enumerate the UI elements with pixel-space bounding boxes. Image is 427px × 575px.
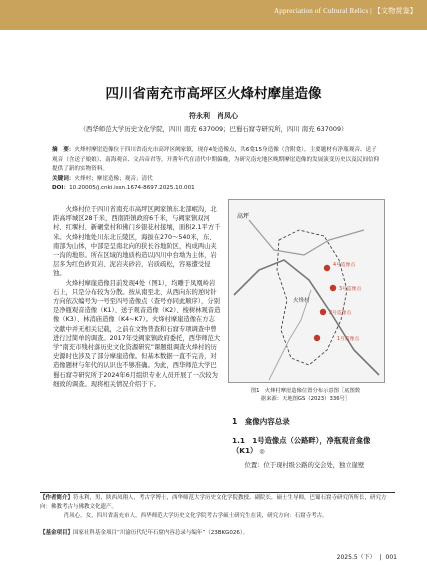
figure-map [228, 199, 385, 383]
section-heading: 1 龛像内容总录 [232, 417, 290, 426]
article-title: 四川省南充市高坪区火烽村摩崖造像 [105, 86, 322, 102]
keywords-text: 火烽村；摩崖造像；观音；清代 [74, 175, 153, 182]
article-authors: 符永利 肖凤心 [189, 112, 238, 120]
body-paragraph-3: 位置：位于现村级公路的交会处，独立崖壁 [244, 462, 365, 469]
fund-info: 【基金项目】国家社科基金项目“川渝历代纪年石窟内容总录与编年”（23BKG026）。 [40, 530, 249, 536]
doi-text: 10.20005/j.cnki.issn.1674-8697.2025.10.001 [69, 185, 195, 192]
column-name: 【文物赏鉴】 [373, 7, 417, 15]
article-affiliation: （西华师范大学历史文化学院，四川 南充 637009；巴蜀石窟寺研究所，四川 南充 637009） [79, 125, 348, 133]
label-gaoping: 高坪 [237, 213, 250, 220]
site-marker-k1 [314, 335, 320, 341]
body-right-column [232, 461, 394, 470]
abstract: 摘 要：火烽村摩崖造像位于四川省南充市高坪区阙家镇，现存4处造像点，共6龛15身造像（含附龛），主要题材有净瓶观音、送子观音（含送子娘娘）、南海观音、文昌帝君等，开凿年代在清代中期偏晚，为研究南充地区晚期摩崖造像的发展演变历史以及民间信仰提供了新的实物资料。 [52, 147, 380, 173]
body-paragraph-1: 火烽村位于四川省南充市高坪区阙家镇东北部岷沟，北距高坪城区28千米，西南距镇政府6千米，与阙家镇双河村、红堰村、新碾堂村和佛门乡银花村接壤，面积2.1平方千米。火烽村地处川东北丘陵区，海拔在270～540米，东、南部为山体，中部是呈南北向的狭长谷地阶区，构成两山夹一沟的地形。所在区域的地质构造以四川中台坳为主体，岩层多为红色砂页岩、泥岩夹砂岩，岩质疏松，容易遭受侵蚀。 [53, 206, 221, 278]
journal-header: Appreciation of Cultural Relics | 【文物赏鉴】 [274, 7, 417, 15]
page-number: 001 [385, 554, 397, 561]
figure-caption: 图1 火烽村摩崖造像位置分布示意图［底图数 据来源：天地图GS（2023）336号］ [250, 388, 361, 402]
journal-name: Appreciation of Cultural Relics [274, 7, 369, 15]
keywords: 关键词：火烽村；摩崖造像；观音；清代 [52, 175, 153, 182]
body-paragraph-2: 火烽村摩崖造像目前发现4处（图1），均雕于凤凰岭岩石上，只是分布较为分散。按从南至北、从西向东的逆时针方向依次编号为一号至四号造像点（查号亦同此顺序），分别是净瓶观音造像（K1）、送子观音造像（K2）、梭树林观音造像（K3）、林消庙造像（K4~K7）。火烽村摩崖造像在方志文献中并无相关记载，之前在文物普查和石窟专项调查中曾进行过简单的调查。2017年受阙家镇政府委托，西华师范大学“南充市残村落历史文化资源研究”课题组调查火烽村的历史源时也涉及了部分摩崖造像。但基本数据一直不完善，对造像题材与年代的认识也不够准确。为此，西华师范大学巴蜀石窟寺研究所于2024年6月组织专业人员开展了一次较为细致的调查。现将相关情况介绍于下。 [53, 279, 221, 388]
abstract-text: 火烽村摩崖造像位于四川省南充市高坪区阙家镇，现存4处造像点，共6龛15身造像（含附龛），主要题材有净瓶观音、送子观音（含送子娘娘）、南海观音、文昌帝君等，开凿年代在清代中期偏晚，为研究南充地区晚期摩崖造像的发展演变历史以及民间信仰提供了新的实物资料。 [52, 147, 380, 173]
doi: DOI：10.20005/j.cnki.issn.1674-8697.2025.10.001 [52, 185, 195, 192]
location-map [229, 200, 384, 382]
site-marker-k4 [324, 265, 330, 271]
abstract-block [52, 146, 382, 194]
subsection-mark: ◎ [259, 448, 265, 455]
author-bio: 【作者简介】符永利，男，陕西凤翔人，考古学博士，西华师范大学历史文化学院教授、副院长，硕士生导师，巴蜀石窟寺研究所所长，研究方向：佛教考古与佛教文化遗产。 肖凤心，女，四川省南充市人，西华师范大学历史文化学院考古学硕士研究生在读，研究方向：石窟寺考古。 [40, 495, 387, 519]
subsection-heading: 1.1 1号造像点（公路畔），净瓶观音龛像（K1） ◎ [232, 436, 371, 455]
site-marker-k3 [330, 285, 336, 291]
page-footer: 2025.5（下） | 001 [336, 554, 397, 561]
label-village: 火烽村 [293, 298, 310, 304]
body-left-column [53, 205, 221, 389]
site-marker-k2 [320, 309, 326, 315]
label-k2: 2号造像点 [329, 311, 352, 316]
label-k1: 1号造像点 [337, 337, 360, 342]
label-k4: 4号造像点 [333, 263, 356, 268]
footnote-rule [40, 492, 395, 493]
issue-number: 2025.5（下） [336, 554, 376, 561]
label-k3: 3号造像点 [339, 287, 362, 292]
